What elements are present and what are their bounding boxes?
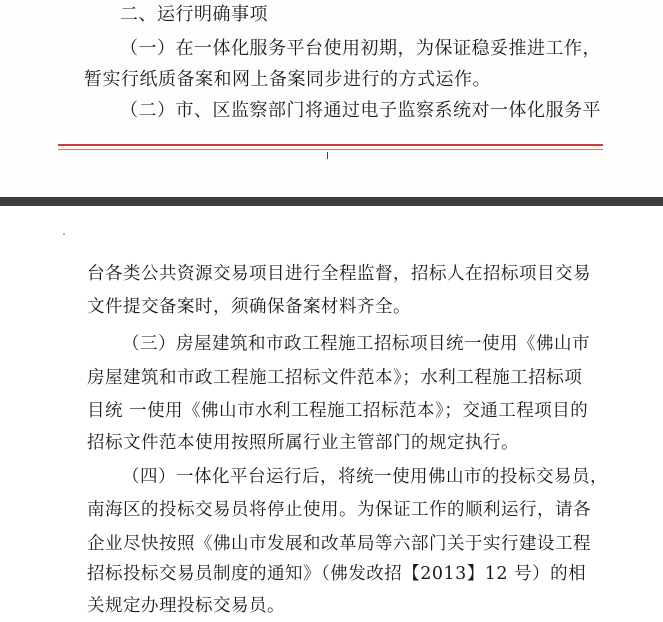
text-line: （一）在一体化服务平台使用初期，为保证稳妥推进工作， (120, 38, 601, 59)
text-line: 关规定办理投标交易员。 (87, 596, 285, 616)
text-line: （三）房屋建筑和市政工程施工招标项目统一使用《佛山市 (122, 334, 590, 354)
red-rule-thin (58, 149, 603, 150)
page-top (0, 0, 663, 197)
text-line: 文件提交备案时，须确保备案材料齐全。 (87, 297, 411, 317)
section-heading: 二、运行明确事项 (120, 4, 268, 25)
text-line: 台各类公共资源交易项目进行全程监督，招标人在招标项目交易 (87, 264, 591, 284)
text-line: 目统 一使用《佛山市水利工程施工招标范本》；交通工程项目的 (87, 401, 589, 421)
page-mark (327, 152, 328, 159)
page-divider (0, 197, 663, 206)
text-line: 暂实行纸质备案和网上备案同步进行的方式运作。 (84, 69, 491, 90)
red-rule (58, 144, 603, 146)
text-line: （四）一体化平台运行后，将统一使用佛山市的投标交易员， (122, 467, 608, 487)
text-line: 招标投标交易员制度的通知》（佛发改招【2013】12 号）的相 (87, 564, 587, 584)
text-line: 南海区的投标交易员将停止使用。为保证工作的顺利运行，请各 (87, 500, 591, 520)
text-line: 房屋建筑和市政工程施工招标文件范本》；水利工程施工招标项 (87, 368, 583, 388)
text-line: 企业尽快按照《佛山市发展和改革局等六部门关于实行建设工程 (87, 534, 591, 554)
scan-speck (63, 233, 65, 235)
text-line: 招标文件范本使用按照所属行业主管部门的规定执行。 (87, 433, 519, 453)
text-line: （二）市、区监察部门将通过电子监察系统对一体化服务平 (120, 100, 601, 121)
